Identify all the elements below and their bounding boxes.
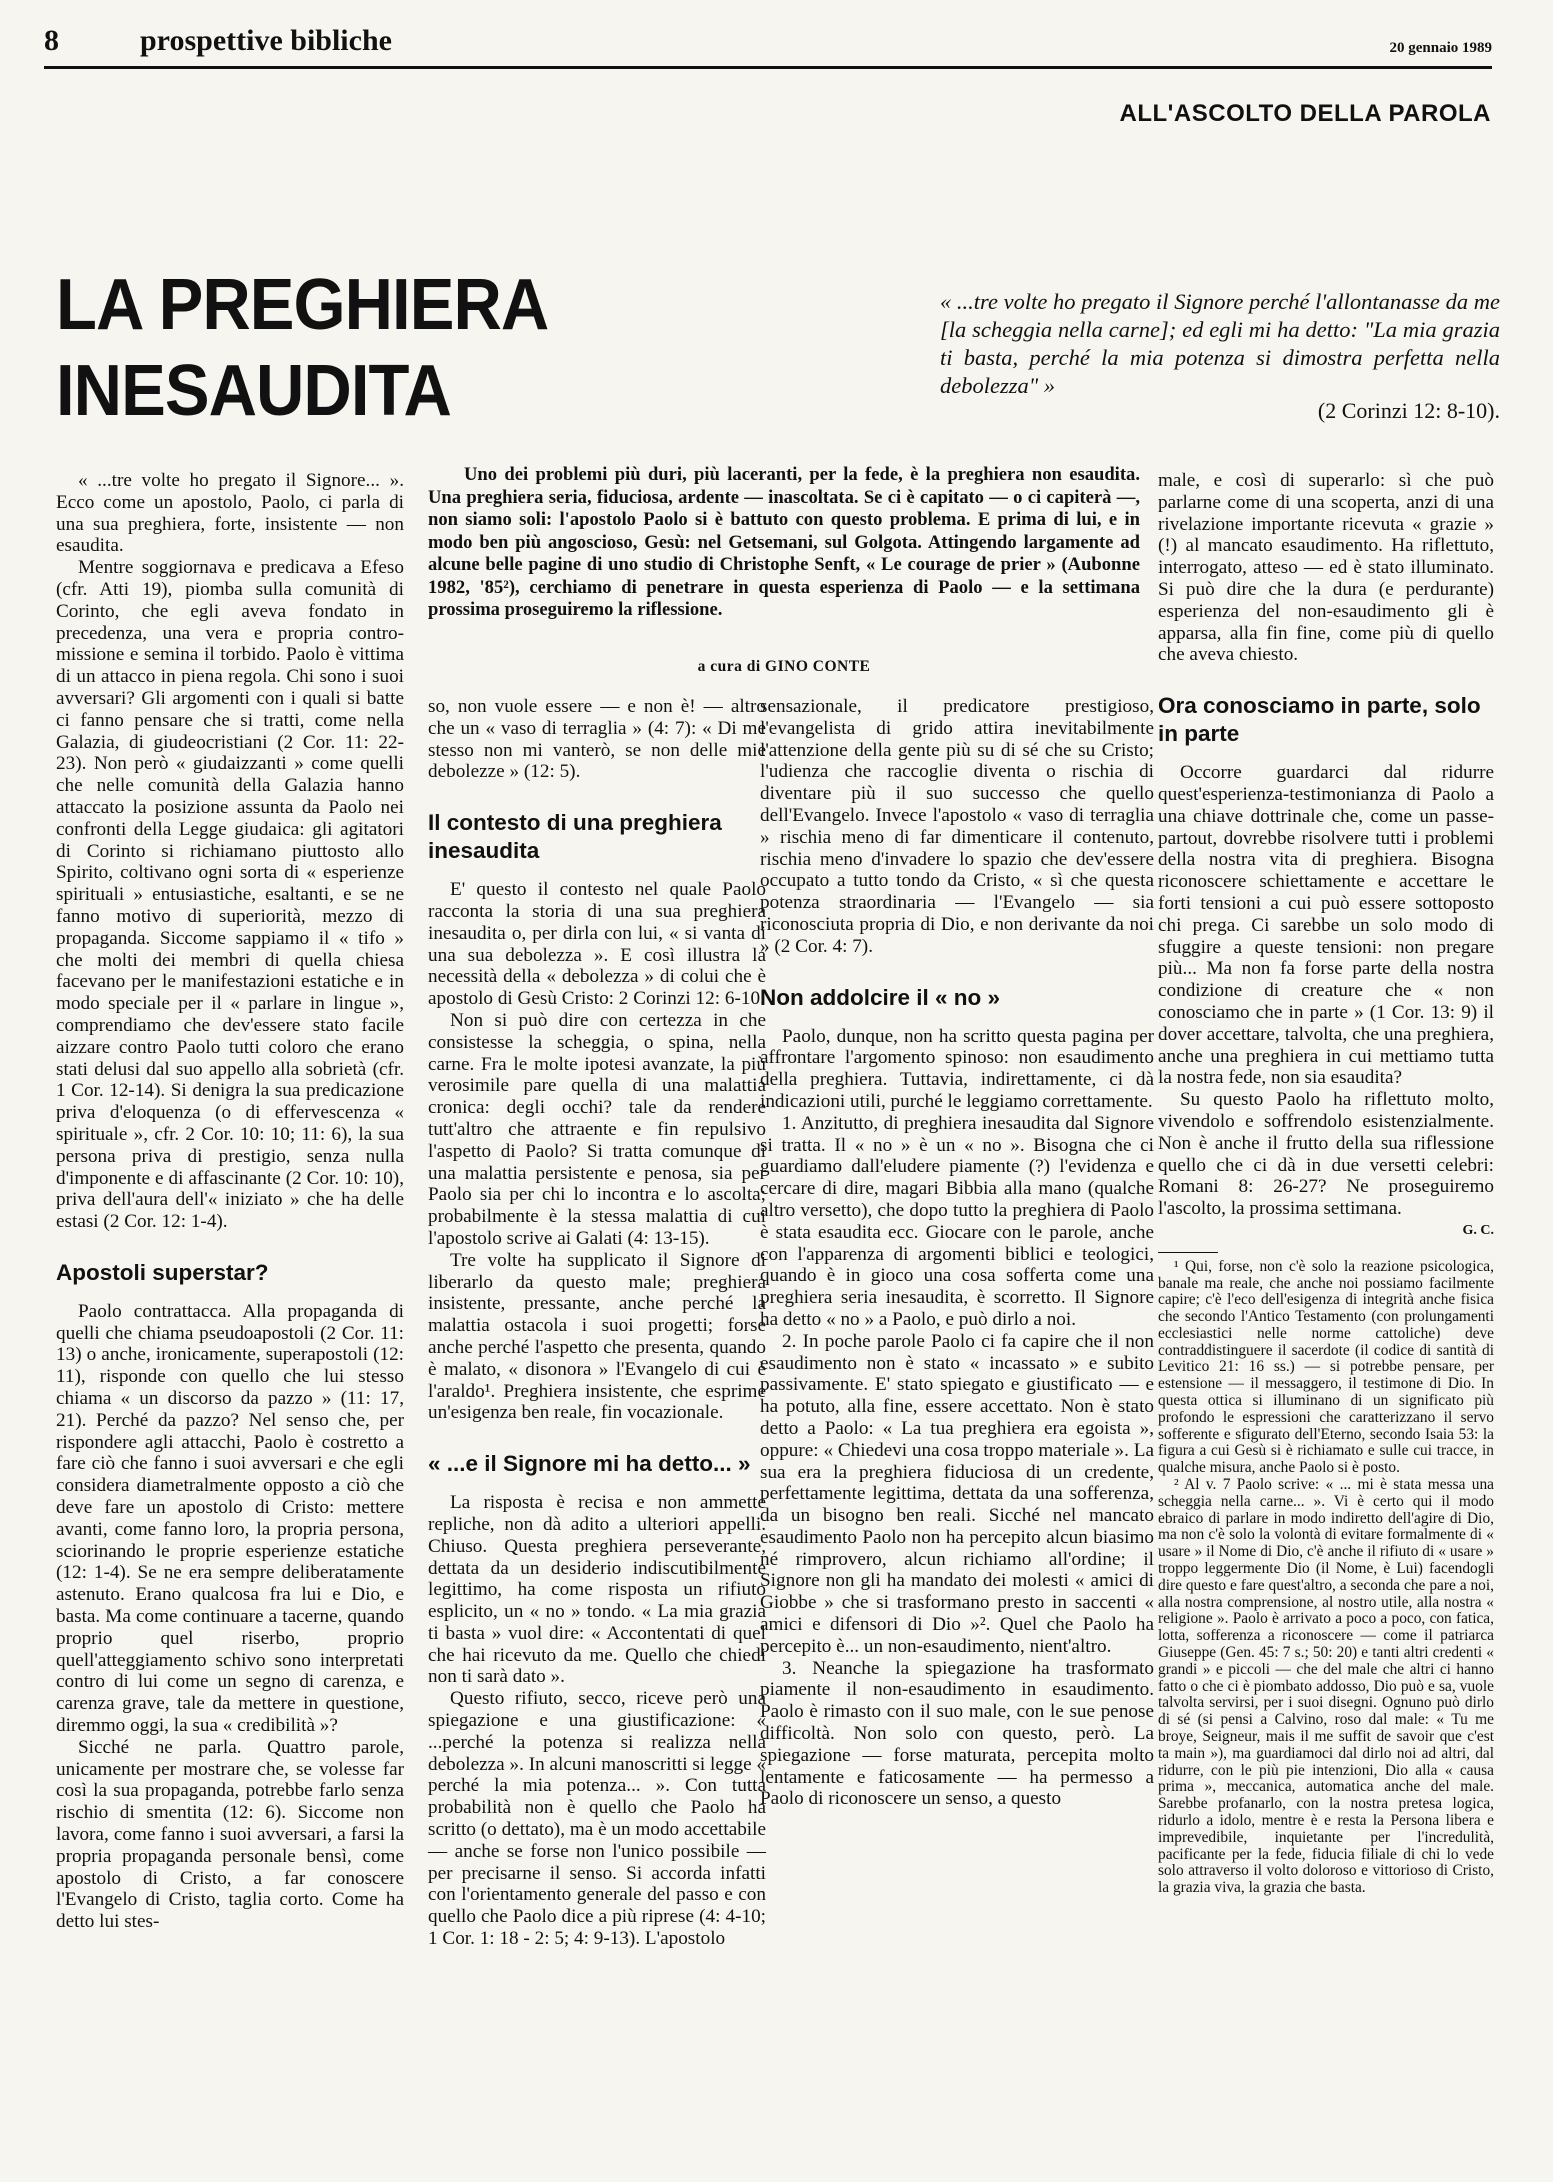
paragraph: La risposta è recisa e non ammette repliche, non dà adito a ulteriori appelli. Chiuso. Questa preghiera perseverante, dettata da un desiderio indiscutibilmente legittimo, ha come risposta un rifiuto esplicito, un « no » tondo. « La mia grazia ti basta » vuol dire: « Accontentati di quel che hai ricevuto da me. Quello che chiedi non ti sarà dato ».: [428, 1492, 766, 1688]
article-column-1: [56, 470, 404, 1933]
paragraph: Paolo contrattacca. Alla propaganda di quelli che chiama pseudoapostoli (2 Cor. 11: 13) o anche, ironicamente, superapostoli (12: 11), risponde con quello che lui stesso chiama « un discorso da pazzo » (11: 17, 21). Perché da pazzo? Nel senso che, per rispondere agli attacchi, Paolo è costretto a fare ciò che fanno i suoi avversari e che egli considera diametralmente opposto a ciò che deve fare un apostolo di Cristo: mettere avanti, come fanno loro, la propria persona, sciorinando le proprie esperienze estatiche (12: 1-4). Se ne era sempre deliberatamente astenuto. Erano qualcosa fra lui e Dio, e basta. Ma come continuare a tacerne, quando proprio quel riserbo, proprio quell'atteggiamento schivo sono interpretati contro di lui come un segno di carenza, e carenza grave, tale da mettere in questione, diremmo oggi, la sua « credibilità »?: [56, 1300, 404, 1737]
paragraph: Tre volte ha supplicato il Signore di liberarlo da questo male; preghiera insistente, pressante, anche perché la malattia ostacola i suoi progetti; forse anche perché l'aspetto che presenta, quando è malato, « disonora » l'Evangelo di cui è l'araldo¹. Preghiera insistente, che esprime un'esigenza ben reale, fin vocazionale.: [428, 1249, 766, 1424]
byline: a cura di GINO CONTE: [697, 657, 871, 675]
paragraph: E' questo il contesto nel quale Paolo racconta la storia di una sua preghiera inesaudita o, per dirla con lui, « si vanta di una sua debolezza ». E così illustra la necessità della « debolezza » di colui che è apostolo di Gesù Cristo: 2 Corinzi 12: 6-10.: [428, 879, 766, 1010]
article-column-2: [428, 696, 766, 1950]
page-number: 8: [44, 24, 59, 57]
publication-name: prospettive bibliche: [140, 24, 392, 57]
subheading-contesto: Il contesto di una preghiera inesaudita: [428, 810, 722, 864]
epigraph-quote: « ...tre volte ho pregato il Signore perché l'allontanasse da me [la scheggia nella carne]; ed egli mi ha detto: "La mia grazia ti basta, perché la mia potenza si dimostra perfetta nella debolezza" »: [940, 289, 1500, 398]
paragraph: sensazionale, il predicatore prestigioso, l'evangelista di grido attira inevitabilmente l'attenzione della gente più su di sé che su Cristo; l'udienza che raccoglie diventa o rischia di diventare più il suo successo che quello dell'Evangelo. Invece l'apostolo « vaso di terraglia » rischia meno di far dimenticare il contenuto, rischia meno d'invadere lo spazio che dev'essere occupato a tutto tondo da Cristo, « sì che questa potenza straordinaria — l'Evangelo — sia riconosciuta propria di Dio, e non derivante da noi » (2 Cor. 4: 7).: [760, 696, 1154, 957]
subheading-no: Non addolcire il « no »: [760, 984, 1001, 1010]
paragraph: Paolo, dunque, non ha scritto questa pagina per affrontare l'argomento spinoso: non esaudimento della preghiera. Tuttavia, indirettamente, ci dà indicazioni utili, purché le leggiamo correttamente.: [760, 1025, 1154, 1112]
article-column-4: [1158, 470, 1494, 1897]
article-column-3: [760, 696, 1154, 1810]
paragraph: 3. Neanche la spiegazione ha trasformato piamente il non-esaudimento in esaudimento. Paolo è rimasto con il suo male, con le sue penose difficoltà. Non solo con questo, però. La spiegazione — forse maturata, percepita molto lentamente e faticosamente — ha permesso a Paolo di riconoscere un senso, a questo: [760, 1657, 1154, 1810]
paragraph: Mentre soggiornava e predicava a Efeso (cfr. Atti 19), piomba sulla comunità di Corinto, che egli aveva fondato in precedenza, una vera e propria contro-missione e semina il torbido. Paolo è vittima di un attacco in piena regola. Chi sono i suoi avversari? Gli argomenti con i quali si batte ci fanno pensare che si tratti, come nella Galazia, di giudeocristiani (2 Cor. 11: 22-23). Non però « giudaizzanti » come quelli che nelle comunità della Galazia hanno attaccato la posizione assunta da Paolo nei confronti della Legge giudaica: gli agitatori di Corinto si richiamano piuttosto allo Spirito, coltivano ogni sorta di « esperienze spirituali » entusiastiche, esaltanti, e se ne fanno motivo di superiorità, mezzo di propaganda. Siccome sappiamo il « tifo » che molti dei membri di quella chiesa facevano per le manifestazioni estatiche e in modo speciale per il « parlare in lingue », comprendiamo che dev'essere stato facile aizzare contro Paolo tutti coloro che erano stati delusi dal suo appello alla sobrietà (cfr. 1 Cor. 12-14). Si denigra la sua predicazione priva d'eloquenza (o di effervescenza « spirituale », cfr. 2 Cor. 10: 10; 11: 6), la sua persona priva di prestigio, senza nulla d'imponente e di affascinante (2 Cor. 10: 10), priva dell'aura dell'« iniziato » che ha delle estasi (2 Cor. 12: 1-4).: [56, 557, 404, 1233]
subheading-signore: « ...e il Signore mi ha detto... »: [428, 1451, 751, 1477]
paragraph: Su questo Paolo ha riflettuto molto, vivendolo e soffrendolo esistenzialmente. Non è anche il frutto della sua riflessione quello che ci dà in due versetti celebri: Romani 8: 26-27? Ne proseguiremo l'ascolto, la prossima settimana.: [1158, 1089, 1494, 1220]
paragraph: 1. Anzitutto, di preghiera inesaudita dal Signore si tratta. Il « no » è un « no ». Bisogna che ci guardiamo dall'eludere piamente (?) l'evidenza e cercare di dire, magari Bibbia alla mano (qualche altro versetto), che dopo tutto la preghiera di Paolo è stata esaudita ecc. Giocare con le parole, anche con l'apparenza di argomenti biblici e teologici, quando è in gioco una cosa sofferta come una preghiera seria inesaudita, è scorretto. Il Signore ha detto « no » a Paolo, e può dirlo a noi.: [760, 1112, 1154, 1330]
article-title: LA PREGHIERA INESAUDITA: [56, 265, 546, 431]
footnote-divider: [1158, 1252, 1218, 1253]
paragraph: 2. In poche parole Paolo ci fa capire che il non esaudimento non è stato « incassato » e subito passivamente. E' stato spiegato e giustificato — e ha potuto, alla fine, essere accettato. Non è stato detto a Paolo: « La tua preghiera era egoista », oppure: « Chiedevi una cosa troppo materiale ». La sua era la preghiera fiduciosa di un credente, perfettamente legittima, dettata da una sofferenza, da un bisogno ben reali. Sicché nel mancato esaudimento Paolo non ha percepito alcun biasimo né rimprovero, alcun richiamo all'ordine; il Signore non gli ha mandato dei molesti « amici di Giobbe » che si trasformano presto in saccenti « amici e difensori di Dio »². Quel che Paolo ha percepito è... un non-esaudimento, nient'altro.: [760, 1330, 1154, 1657]
paragraph: « ...tre volte ho pregato il Signore... ». Ecco come un apostolo, Paolo, ci parla di una sua preghiera, forte, insistente — non esaudita.: [56, 470, 404, 557]
issue-date: 20 gennaio 1989: [1389, 40, 1492, 56]
footnote-1: ¹ Qui, forse, non c'è solo la reazione psicologica, banale ma reale, che anche noi possiamo facilmente capire; c'è l'eco dell'esigenza di integrità anche fisica che secondo l'Antico Testamento (con prolungamenti ecclesiastici nelle norme cattoliche) deve contraddistinguere il sacerdote (il codice di santità di Levitico 21: 16 ss.) — si potrebbe pensare, per estensione — il messaggero, il testimone di Dio. In questa ottica si illuminano di un significato più profondo le espressioni che caratterizzano il servo sofferente e sfigurato dell'Eterno, secondo Isaia 53: la figura a cui Gesù si è richiamato e sulle cui tracce, in qualche misura, anche Paolo si è posto.: [1158, 1257, 1494, 1477]
section-label: ALL'ASCOLTO DELLA PAROLA: [1119, 100, 1491, 127]
subheading-apostoli: Apostoli superstar?: [56, 1259, 269, 1285]
footnote-2: ² Al v. 7 Paolo scrive: « ... mi è stata messa una scheggia nella carne... ». Vi è certo qui il modo ebraico di parlare in modo indiretto dell'agire di Dio, ma non c'è solo la volontà di evitare formalmente di « usare » il Nome di Dio, c'è anche il rifiuto di « usare » troppo leggermente Dio (il Nome, è Lui) facendogli dire questo e fare quest'altro, a seconda che pare a noi, alla nostra comprensione, al nostro utile, alla nostra « religione ». Paolo è arrivato a poco a poco, con fatica, lotta, sofferenza a riconoscere — come il patriarca Giuseppe (Gen. 45: 7 s.; 50: 20) e tanti altri credenti « grandi » e piccoli — che del male che altri ci hanno fatto o che ci è piombato addosso, Dio può e sa, vuole talvolta servirsi, per i suoi disegni. Ognuno può dirlo di sé (si pensi a Calvino, roso dal male: « Tu me broye, Seigneur, mais il me suffit de savoir que c'est ta main »), ma guardiamoci dal dirlo noi ad altri, dal ridurre, con le più pie intenzioni, Dio alla « causa prima », meccanica, automatica anche del male. Sarebbe profanarlo, con la nostra pretesa logica, ridurlo a idolo, mentre è e resta la Persona libera e imprevedibile, inquietante per l'incredulità, pacificante per la fede, fiducia filiale di chi lo vede solo attraverso il volto doloroso e vittorioso di Cristo, la grazia viva, la grazia che basta.: [1158, 1476, 1494, 1897]
paragraph: Questo rifiuto, secco, riceve però una spiegazione e una giustificazione: « ...perché la potenza si realizza nella debolezza ». In alcuni manoscritti si legge « perché la mia potenza... ». Con tutta probabilità non è quello che Paolo ha scritto (o dettato), ma è un modo accettabile — anche se forse non l'unico possibile — per precisarne il senso. Si accorda infatti con l'orientamento generale del passo e con quello che Paolo dice a più riprese (4: 4-10; 1 Cor. 1: 18 - 2: 5; 4: 9-13). L'apostolo: [428, 1688, 766, 1950]
footnotes: [1158, 1259, 1494, 1897]
epigraph-reference: (2 Corinzi 12: 8-10).: [1317, 398, 1500, 423]
intro-text: Uno dei problemi più duri, più laceranti, per la fede, è la preghiera non esaudita. Una preghiera seria, fiduciosa, ardente — inascoltata. Se ci è capitato — o ci capiterà —, non siamo soli: l'apostolo Paolo si è battuto con questo problema. E prima di lui, e in modo ben più angoscioso, Gesù: nel Getsemani, sul Golgota. Attingendo largamente ad alcune belle pagine di uno studio di Christophe Senft, « Le courage de prier » (Aubonne 1982, '85²), cerchiamo di penetrare in questa esperienza di Paolo — e la settimana prossima proseguiremo la riflessione.: [428, 464, 1140, 620]
page-header: [44, 22, 1492, 69]
paragraph: so, non vuole essere — e non è! — altro che un « vaso di terraglia » (4: 7): « Di me stesso non mi vanterò, se non delle mie debolezze » (12: 5).: [428, 696, 766, 783]
paragraph: Non si può dire con certezza in che consistesse la scheggia, o spina, nella carne. Fra le molte ipotesi avanzate, la più verosimile pare quella di una malattia cronica: degli occhi? tale da rendere tutt'altro che attraente e fin repulsivo l'aspetto di Paolo? Si tratta comunque di una malattia persistente e penosa, sia per Paolo sia per chi lo incontra e lo ascolta; probabilmente è la stessa malattia di cui l'apostolo scrive ai Galati (4: 13-15).: [428, 1009, 766, 1249]
paragraph: Occorre guardarci dal ridurre quest'esperienza-testimonianza di Paolo a una chiave dottrinale che, come un passe-partout, dovrebbe risolvere tutti i problemi della nostra vita di preghiera. Bisogna riconoscere schiettamente e accettare le forti tensioni a cui può essere sottoposto chi prega. Ci sarebbe un solo modo di sfuggire a queste tensioni: non pregare più... Ma non fa forse parte della nostra condizione di creature che « non conosciamo che in parte » (1 Cor. 13: 9) il dover accettare, talvolta, che una preghiera, anche una preghiera in cui mettiamo tutta la nostra fede, non sia esaudita?: [1158, 762, 1494, 1089]
paragraph: Sicché ne parla. Quattro parole, unicamente per mostrare che, se volesse far così la sua propaganda, potrebbe farlo senza rischio di smentita (12: 6). Siccome non lavora, come fanno i suoi avversari, a farsi la propria propaganda personale bensì, come apostolo di Cristo, a far conoscere l'Evangelo di Cristo, taglia corto. Come ha detto lui stes-: [56, 1736, 404, 1933]
paragraph: male, e così di superarlo: sì che può parlarne come di una scoperta, anzi di una rivelazione importante ricevuta « grazie » (!) al mancato esaudimento. Ha riflettuto, interrogato, atteso — ed è stato illuminato. Si può dire che la dura (e perdurante) esperienza del non-esaudimento gli è apparsa, alla fin fine, come più di quello che aveva chiesto.: [1158, 470, 1494, 666]
subheading-ora-conosciamo: Ora conosciamo in parte, solo in parte: [1158, 693, 1481, 747]
author-signature: G. C.: [1462, 1222, 1494, 1238]
article-intro: [428, 464, 1140, 678]
